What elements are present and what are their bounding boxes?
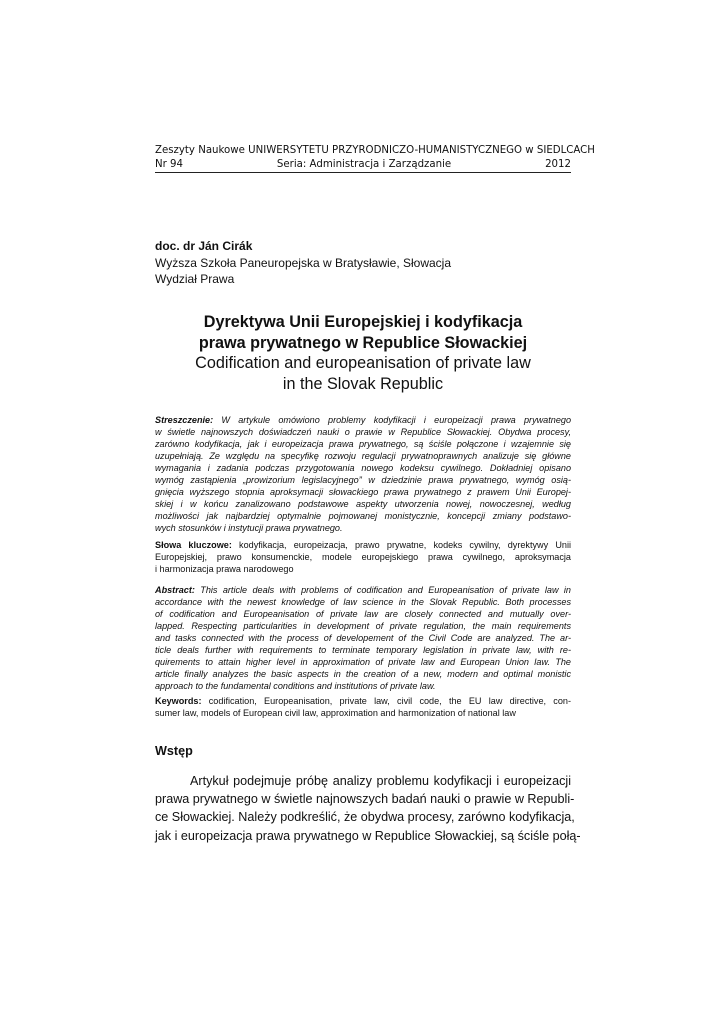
text-line: prawa prywatnego w świetle najnowszych badań nauki o prawie w Republi-	[155, 792, 575, 807]
text-line: Abstract: This article deals with problems of codification and Europeanisation of private law in	[155, 585, 571, 595]
text-line: sumer law, models of European civil law, approximation and harmonization of national law	[155, 708, 516, 718]
series-name: Seria: Administracja i Zarządzanie	[276, 159, 452, 170]
text-line: zarówno kodyfikacja, jak i europeizacja prawa prywatnego, są ściśle połączone i wzajemnie się	[155, 439, 571, 449]
text-line: and tasks connected with the process of developement of the Civil Code are analyzed. The ar-	[155, 633, 571, 643]
slowa-kluczowe-paragraph	[155, 539, 571, 575]
title-english-line-1: Codification and europeanisation of private law	[195, 354, 531, 372]
author-name: doc. dr Ján Cirák	[155, 239, 253, 253]
text-line: lapped. Respecting particularities in development of private regulation, the main requirements	[155, 621, 571, 631]
abstract-paragraph	[155, 584, 571, 692]
author-faculty: Wydział Prawa	[155, 272, 235, 286]
journal-header: Zeszyty Naukowe UNIWERSYTETU PRZYRODNICZO-HUMANISTYCZNEGO w SIEDLCACH	[155, 145, 595, 156]
text-line: wych stosunków i instytucji prawa prywatnego.	[155, 523, 343, 533]
text-line: ce Słowackiej. Należy podkreślić, że obydwa procesy, zarówno kodyfikacja,	[155, 810, 575, 825]
text-line: wymagania i zadania podczas przygotowania nowego kodeksu cywilnego. Dokładniej opisano	[155, 463, 571, 473]
text-line: article finally analyzes the basic aspects in the creation of a new, modern and optimal monistic	[155, 669, 571, 679]
text-line: Keywords: codification, Europeanisation, private law, civil code, the EU law directive, con-	[155, 696, 571, 706]
abstract-label: Abstract:	[155, 585, 195, 595]
title-english-line-2: in the Slovak Republic	[282, 374, 444, 393]
text-line: quirements to attain higher level in approximation of private law and European Union law. The	[155, 657, 571, 667]
title-block	[155, 312, 571, 394]
section-heading: Wstęp	[155, 744, 193, 758]
streszczenie-paragraph	[155, 414, 571, 534]
author-affiliation: Wyższa Szkoła Paneuropejska w Bratysławie, Słowacja	[155, 255, 452, 270]
text-line: Europejskiej, prawo konsumenckie, modele europejskiego prawa cywilnego, aproksymacja	[155, 552, 571, 562]
text-line: możliwości jak najbardziej optymalnie pojmowanej monistycznie, koncepcji zmiany podstawo-	[155, 511, 571, 521]
issue-number: Nr 94	[155, 159, 184, 170]
text-line: approach to the fundamental conditions and institutions of private law.	[155, 681, 436, 691]
text-line: gnięcia wyższego stopnia aproksymacji słowackiego prawa prywatnego z prawem Unii Europej-	[155, 487, 571, 497]
text-line: wymóg zastąpienia „prowizorium legislacyjnego” w dziedzinie prawa prywatnego, wymóg osią-	[155, 475, 571, 485]
text-line: w świetle najnowszych doświadczeń nauki o prawie w Republice Słowackiej. Obydwa procesy,	[155, 427, 571, 437]
text-line: skiej i w końcu zanalizowano podstawowe aspekty utworzenia nowej, nowoczesnej, według	[155, 499, 571, 509]
text-line: accordance with the newest knowledge of law science in the Slovak Republic. Both processes	[155, 597, 571, 607]
streszczenie-label: Streszczenie:	[155, 415, 214, 425]
header-info-row	[155, 159, 571, 173]
text-line: Artykuł podejmuje próbę analizy problemu kodyfikacji i europeizacji	[190, 774, 571, 788]
text-line: uzupełniają. Ze względu na specyfikę rozwoju regulacji prywatnoprawnych analizuje się główne	[155, 451, 571, 461]
title-polish-line-1: Dyrektywa Unii Europejskiej i kodyfikacja	[203, 313, 523, 331]
author-block	[155, 238, 451, 288]
title-polish-line-2: prawa prywatnego w Republice Słowackiej	[198, 333, 528, 352]
publication-year: 2012	[545, 159, 571, 170]
text-line: Słowa kluczowe: kodyfikacja, europeizacja, prawo prywatne, kodeks cywilny, dyrektywy Unii	[155, 540, 571, 550]
text-line: ticle deals further with requirements to terminate temporary legislation in private law, with re-	[155, 645, 571, 655]
text-line: Streszczenie: W artykule omówiono problemy kodyfikacji i europeizacji prawa prywatnego	[155, 415, 571, 425]
text-line: jak i europeizacja prawa prywatnego w Republice Słowackiej, są ściśle połą-	[155, 828, 581, 843]
text-line: i harmonizacja prawa narodowego	[155, 564, 294, 574]
keywords-label: Keywords:	[155, 696, 202, 706]
keywords-paragraph	[155, 695, 571, 719]
slowa-kluczowe-label: Słowa kluczowe:	[155, 540, 232, 550]
text-line: of codification and Europeanisation of private law are closely connected and mutually over-	[155, 609, 571, 619]
body-paragraph	[155, 772, 581, 845]
